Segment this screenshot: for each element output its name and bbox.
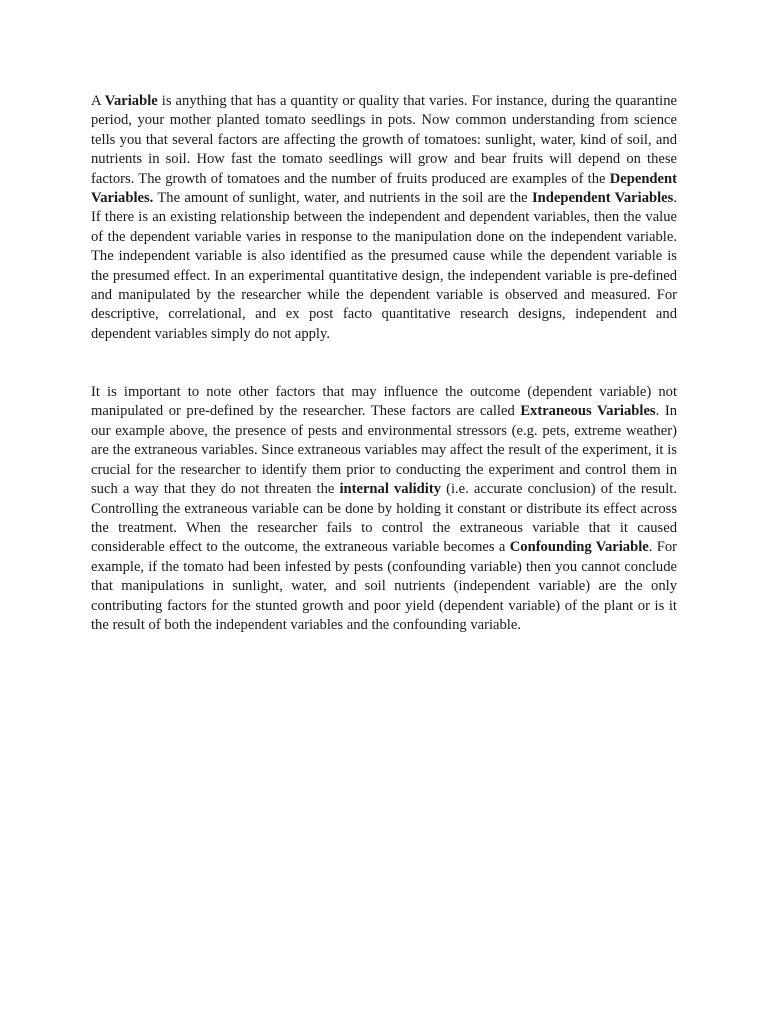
text-run: (i.e. accurate conclusion) of the result. Controlling the extraneous variable can be done by holding it constant or distribute its effect across the treatment. When the researcher fails to control the extraneous variable that it caused considerable effect to the outcome, the extraneous variable becomes a bbox=[91, 481, 677, 556]
text-run: . In our example above, the presence of pests and environmental stressors (e.g. pets, extreme weather) are the extraneous variables. Since extraneous variables may affect the result of the experiment, it is crucial for the researcher to identify them prior to conducting the experiment and control them in such a way that they do not threaten the bbox=[91, 403, 677, 498]
text-run: is anything that has a quantity or quality that varies. For instance, during the quarantine period, your mother planted tomato seedlings in pots. Now common understanding from science tells you that several factors are affecting the growth of tomatoes: sunlight, water, kind of soil, and nutrients in soil. How fast the tomato seedlings will grow and bear fruits will depend on these factors. The growth of tomatoes and the number of fruits produced are examples of the bbox=[91, 93, 677, 187]
text-run: It is important to note other factors that may influence the outcome (dependent variable) not manipulated or pre-defined by the researcher. These factors are called bbox=[91, 384, 677, 420]
text-run: . If there is an existing relationship between the independent and dependent variables, then the value of the dependent variable varies in response to the manipulation done on the independent variable. The independent variable is also identified as the presumed cause while the dependent variable is the presumed effect. In an experimental quantitative design, the independent variable is pre-defined and manipulated by the researcher while the dependent variable is observed and measured. For descriptive, correlational, and ex post facto quantitative research designs, independent and dependent variables simply do not apply. bbox=[91, 190, 677, 342]
paragraph-extraneous-variables bbox=[91, 383, 677, 635]
term-dependent-variables: Dependent Variables. bbox=[91, 170, 677, 207]
text-run: . For example, if the tomato had been infested by pests (confounding variable) then you cannot conclude that manipulations in sunlight, water, and soil nutrients (independent variable) are the only contributing factors for the stunted growth and poor yield (dependent variable) of the plant or is it the result of both the independent variables and the confounding variable. bbox=[91, 539, 677, 633]
term-confounding-variable: Confounding Variable bbox=[509, 539, 649, 556]
term-independent-variables: Independent Variables bbox=[531, 190, 674, 207]
document-page bbox=[91, 92, 677, 635]
term-internal-validity: internal validity bbox=[339, 481, 442, 498]
term-extraneous-variables: Extraneous Variables bbox=[520, 403, 656, 420]
paragraph-variables bbox=[91, 92, 677, 344]
text-run: The amount of sunlight, water, and nutrients in the soil are the bbox=[153, 190, 532, 207]
term-variable: Variable bbox=[104, 93, 158, 109]
text-run: A bbox=[91, 93, 105, 109]
